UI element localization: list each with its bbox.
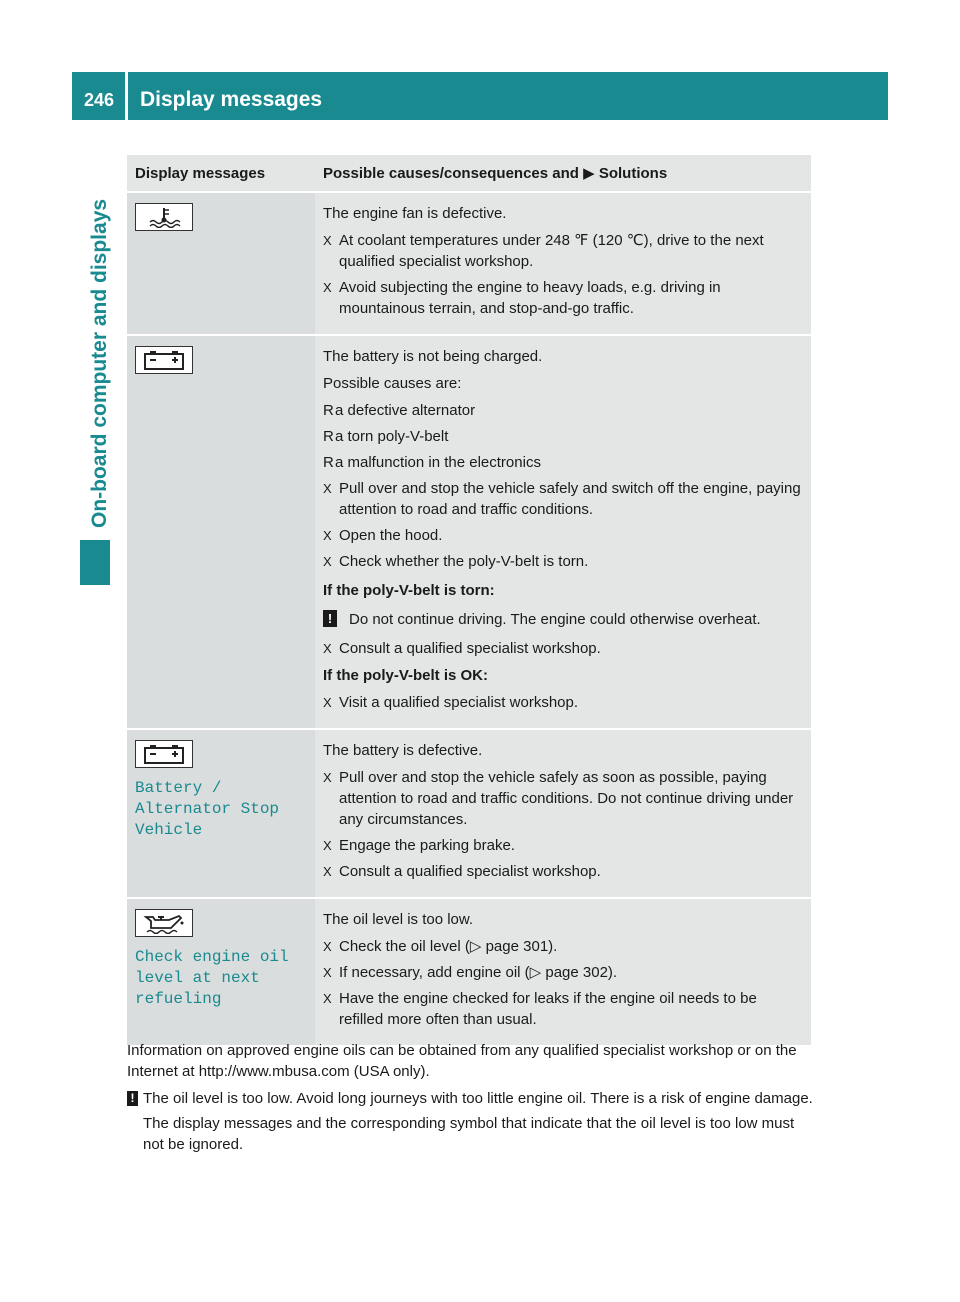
table-row: [127, 192, 811, 335]
step-text: Visit a qualified specialist workshop.: [339, 694, 579, 711]
solution-cell: [315, 335, 811, 729]
step-arrow-icon: X: [323, 991, 332, 1006]
cause-text: The battery is not being charged.: [323, 348, 543, 365]
warning-text: Do not continue driving. The engine could otherwise overheat.: [349, 611, 761, 628]
step-text: Pull over and stop the vehicle safely as soon as possible, paying attention to road and traffic conditions. Do not continue driving under any circumstances.: [339, 769, 794, 828]
message-cell: [127, 729, 315, 898]
step-item: [323, 638, 803, 659]
bullet-icon: R: [323, 428, 334, 445]
page-number: 246: [84, 90, 115, 110]
cause-text: The oil level is too low.: [323, 911, 474, 928]
battery-icon: [135, 346, 193, 374]
warning-icon: !: [127, 1091, 138, 1106]
bullet-text: a torn poly-V-belt: [335, 428, 449, 445]
page-title: Display messages: [140, 88, 323, 111]
step-item: [323, 478, 803, 520]
step-arrow-icon: X: [323, 481, 332, 496]
ok-heading: If the poly-V-belt is OK:: [323, 667, 489, 684]
message-cell: [127, 335, 315, 729]
display-message-text: Check engine oil level at next refueling: [135, 948, 289, 1008]
col1-header: Display messages: [127, 155, 315, 192]
col2-header: [315, 155, 811, 192]
side-tab-block: [80, 540, 110, 585]
step-text: Check whether the poly-V-belt is torn.: [339, 553, 589, 570]
cause-text: The engine fan is defective.: [323, 205, 507, 222]
step-arrow-icon: X: [323, 528, 332, 543]
step-arrow-icon: X: [323, 641, 332, 656]
step-text: At coolant temperatures under 248 ℉ (120 ℃), drive to the next qualified specialist workshop.: [339, 232, 764, 270]
header-divider: [125, 72, 128, 122]
cause-subtitle: Possible causes are:: [323, 375, 462, 392]
step-item: [323, 525, 803, 546]
step-item: [323, 692, 803, 713]
bullet-icon: R: [323, 402, 334, 419]
display-messages-table: [127, 155, 811, 1047]
step-arrow-icon: X: [323, 965, 332, 980]
step-item: [323, 861, 803, 882]
step-item: [323, 936, 803, 957]
step-text: Have the engine checked for leaks if the engine oil needs to be refilled more often than usual.: [339, 990, 757, 1028]
step-text: Pull over and stop the vehicle safely and switch off the engine, paying attention to road and traffic conditions.: [339, 480, 801, 518]
step-text: Check the oil level (▷ page 301).: [339, 938, 558, 955]
step-arrow-icon: X: [323, 554, 332, 569]
list-item: [323, 452, 803, 473]
list-item: [323, 426, 803, 447]
solution-cell: [315, 729, 811, 898]
info-paragraph: Information on approved engine oils can be obtained from any qualified specialist workshop or on the Internet at http://www.mbusa.com (USA only).: [127, 1042, 797, 1080]
bullet-icon: R: [323, 454, 334, 471]
warning-note: [127, 1088, 813, 1155]
side-tab-label: On-board computer and displays: [88, 198, 111, 528]
col2-header-suffix: Solutions: [598, 165, 668, 182]
cause-text: The battery is defective.: [323, 742, 483, 759]
warning-icon: !: [323, 610, 337, 627]
oil-can-icon: [135, 909, 193, 937]
message-cell: [127, 192, 315, 335]
step-text: Consult a qualified specialist workshop.: [339, 640, 601, 657]
step-arrow-icon: X: [323, 770, 332, 785]
warning-text: The display messages and the corresponding symbol that indicate that the oil level is too low must not be ignored.: [143, 1115, 795, 1153]
step-item: [323, 230, 803, 272]
step-arrow-icon: X: [323, 838, 332, 853]
step-item: [323, 767, 803, 830]
solution-cell: [315, 192, 811, 335]
step-text: If necessary, add engine oil (▷ page 302).: [339, 964, 618, 981]
bullet-text: a malfunction in the electronics: [335, 454, 541, 471]
table-row: [127, 335, 811, 729]
table-row: [127, 729, 811, 898]
step-arrow-icon: X: [323, 233, 332, 248]
step-arrow-icon: X: [323, 864, 332, 879]
step-text: Engage the parking brake.: [339, 837, 515, 854]
display-message-text: Battery / Alternator Stop Vehicle: [135, 779, 280, 839]
info-section: [127, 1040, 813, 1159]
step-arrow-icon: X: [323, 939, 332, 954]
bullet-text: a defective alternator: [335, 402, 476, 419]
step-item: [323, 835, 803, 856]
warning-note: [323, 609, 803, 630]
table-row: [127, 898, 811, 1046]
step-item: [323, 962, 803, 983]
torn-heading: If the poly-V-belt is torn:: [323, 582, 495, 599]
step-text: Avoid subjecting the engine to heavy loads, e.g. driving in mountainous terrain, and stop-and-go traffic.: [339, 279, 721, 317]
warning-text: The oil level is too low. Avoid long journeys with too little engine oil. There is a risk of engine damage.: [143, 1090, 813, 1107]
step-arrow-icon: X: [323, 695, 332, 710]
step-text: Consult a qualified specialist workshop.: [339, 863, 601, 880]
coolant-temperature-icon: [135, 203, 193, 231]
battery-icon: [135, 740, 193, 768]
step-text: Open the hood.: [339, 527, 443, 544]
step-arrow-icon: X: [323, 280, 332, 295]
message-cell: [127, 898, 315, 1046]
step-item: [323, 551, 803, 572]
col2-header-text: Possible causes/consequences and: [323, 165, 579, 182]
solutions-arrow-icon: ▶: [583, 165, 595, 182]
step-item: [323, 988, 803, 1030]
list-item: [323, 400, 803, 421]
table-header-row: [127, 155, 811, 192]
solution-cell: [315, 898, 811, 1046]
step-item: [323, 277, 803, 319]
